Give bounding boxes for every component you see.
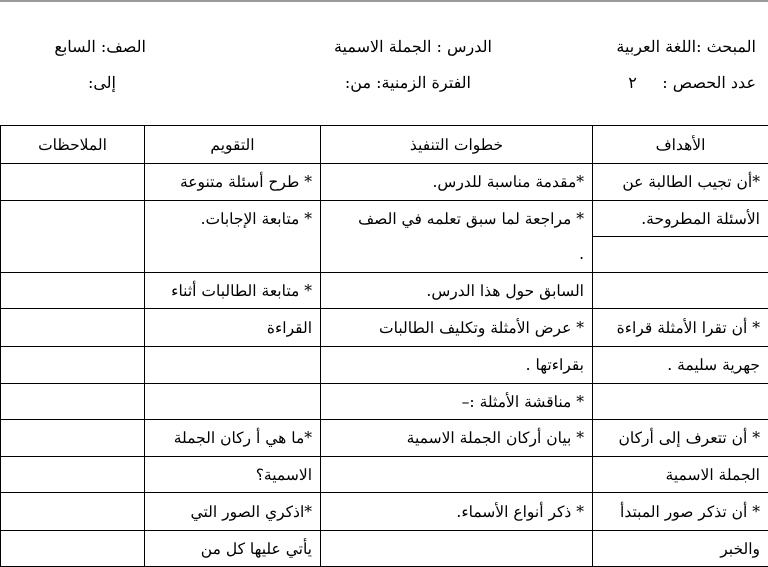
step-cell: السابق حول هذا الدرس. [321, 273, 593, 309]
table-header-row [1, 126, 768, 164]
table-row [1, 420, 768, 457]
header-steps: خطوات التنفيذ [321, 126, 593, 164]
step-cell: بقراءتها . [321, 347, 593, 384]
header-notes: الملاحظات [1, 126, 145, 164]
table-row [1, 164, 768, 201]
top-border [0, 0, 768, 2]
table-row [1, 531, 768, 567]
evaluation-cell: *ما هي أ ركان الجملة [145, 420, 321, 457]
evaluation-cell: * متابعة الإجابات. [145, 201, 321, 237]
evaluation-cell: * طرح أسئلة متنوعة [145, 164, 321, 201]
table-row [1, 201, 768, 237]
subject-label: المبحث :اللغة العربية [616, 37, 756, 56]
table-row [1, 347, 768, 384]
step-cell: * ذكر أنواع الأسماء. [321, 493, 593, 531]
step-cell [321, 457, 593, 493]
table-row [1, 237, 768, 273]
objective-cell: *أن تجيب الطالبة عن [593, 164, 768, 201]
objective-cell: الجملة الاسمية [593, 457, 768, 493]
step-cell: . [321, 237, 593, 273]
evaluation-cell [145, 384, 321, 420]
step-cell: * بيان أركان الجملة الاسمية [321, 420, 593, 457]
table-row [1, 384, 768, 420]
evaluation-cell [145, 347, 321, 384]
notes-cell [1, 531, 145, 567]
notes-cell [1, 347, 145, 384]
notes-cell [1, 309, 145, 347]
evaluation-cell: يأتي عليها كل من [145, 531, 321, 567]
step-cell: * مراجعة لما سبق تعلمه في الصف [321, 201, 593, 237]
evaluation-cell: *اذكري الصور التي [145, 493, 321, 531]
step-cell: * عرض الأمثلة وتكليف الطالبات [321, 309, 593, 347]
objective-cell: الأسئلة المطروحة. [593, 201, 768, 237]
lesson-label: الدرس : الجملة الاسمية [334, 37, 492, 56]
evaluation-cell: الاسمية؟ [145, 457, 321, 493]
header-objectives: الأهداف [593, 126, 768, 164]
notes-cell [1, 201, 145, 237]
evaluation-cell [145, 237, 321, 273]
table-row [1, 493, 768, 531]
objective-cell: * أن تقرا الأمثلة قراءة [593, 309, 768, 347]
periods-label: عدد الحصص : ٢ [628, 73, 756, 92]
objective-cell: * أن تذكر صور المبتدأ [593, 493, 768, 531]
objective-cell [593, 384, 768, 420]
objective-cell [593, 237, 768, 273]
to-label: إلى: [88, 73, 116, 92]
notes-cell [1, 384, 145, 420]
step-cell [321, 531, 593, 567]
step-cell: * مناقشة الأمثلة :– [321, 384, 593, 420]
header-evaluation: التقويم [145, 126, 321, 164]
notes-cell [1, 493, 145, 531]
objective-cell [593, 273, 768, 309]
time-period-label: الفترة الزمنية: من: [345, 73, 471, 92]
notes-cell [1, 457, 145, 493]
objective-cell: جهرية سليمة . [593, 347, 768, 384]
table-row [1, 457, 768, 493]
evaluation-cell: * متابعة الطالبات أثناء [145, 273, 321, 309]
step-cell: *مقدمة مناسبة للدرس. [321, 164, 593, 201]
objective-cell: والخبر [593, 531, 768, 567]
notes-cell [1, 273, 145, 309]
grade-label: الصف: السابع [54, 37, 146, 56]
objective-cell: * أن تتعرف إلى أركان [593, 420, 768, 457]
notes-cell [1, 164, 145, 201]
table-row [1, 309, 768, 347]
notes-cell [1, 420, 145, 457]
table-row [1, 273, 768, 309]
evaluation-cell: القراءة [145, 309, 321, 347]
notes-cell [1, 237, 145, 273]
lesson-plan-table [0, 125, 768, 567]
